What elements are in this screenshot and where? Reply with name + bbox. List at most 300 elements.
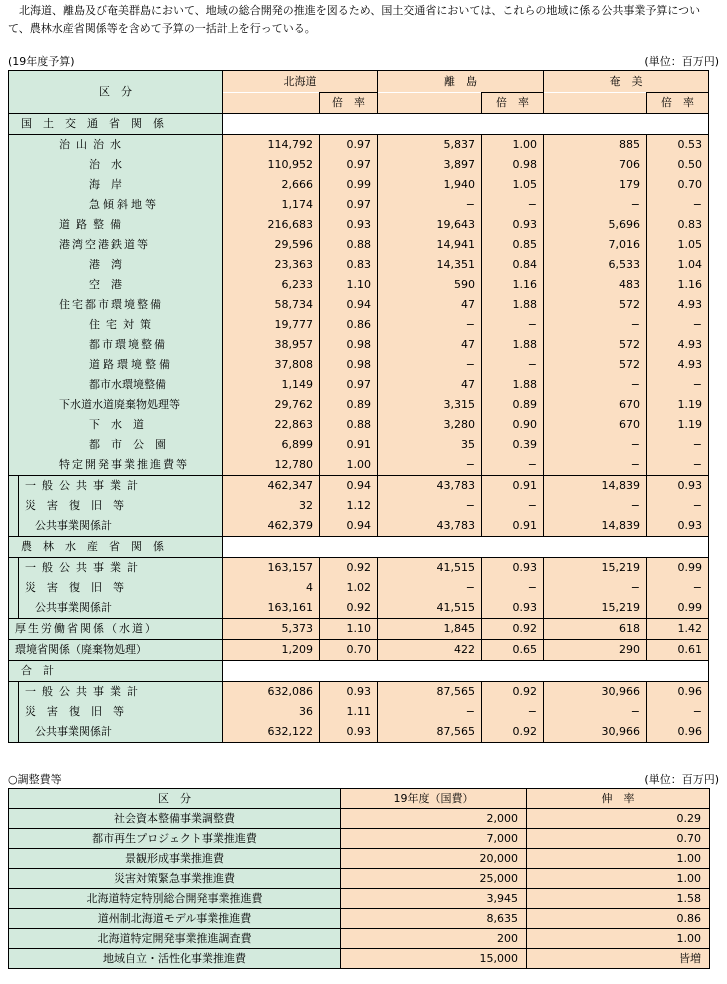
value-cell: 1.12: [320, 496, 378, 516]
value-cell: 462,347: [223, 476, 320, 497]
value-cell: 30,966: [544, 682, 647, 703]
value-cell: 632,086: [223, 682, 320, 703]
value-cell: 0.83: [320, 255, 378, 275]
row-label-cell: [9, 275, 223, 295]
row-indent-cell: [9, 702, 19, 722]
adjust-header-row: [9, 789, 710, 809]
table-row: [9, 598, 709, 619]
value-cell: 58,734: [223, 295, 320, 315]
value-cell: 22,863: [223, 415, 320, 435]
value-cell: 0.92: [320, 558, 378, 579]
table-row: [9, 722, 709, 743]
value-cell: 0.97: [320, 375, 378, 395]
value-cell: −: [378, 355, 482, 375]
table-row: [9, 195, 709, 215]
table-row: [9, 702, 709, 722]
row-label: 厚生労働省関係（水道）: [15, 622, 158, 635]
value-cell: 0.65: [482, 640, 544, 661]
value-cell: 1.11: [320, 702, 378, 722]
value-cell: −: [482, 578, 544, 598]
adjust-year: 200: [341, 929, 527, 949]
value-cell: −: [647, 375, 709, 395]
table-row: [9, 215, 709, 235]
table-row: [9, 435, 709, 455]
value-cell: 0.89: [320, 395, 378, 415]
value-cell: 572: [544, 335, 647, 355]
row-label-cell: [19, 476, 223, 497]
header-amami: 奄 美: [544, 71, 709, 93]
value-cell: 38,957: [223, 335, 320, 355]
value-cell: −: [378, 195, 482, 215]
table-row: [9, 175, 709, 195]
row-label-cell: [9, 175, 223, 195]
row-label: 港湾空港鉄道等: [59, 238, 150, 251]
row-label-cell: [9, 415, 223, 435]
adjust-rate: 皆増: [527, 949, 710, 969]
row-label-cell: [9, 395, 223, 415]
value-cell: 1.16: [482, 275, 544, 295]
row-label-cell: [19, 578, 223, 598]
value-cell: 1.19: [647, 395, 709, 415]
value-cell: 0.50: [647, 155, 709, 175]
value-cell: 0.96: [647, 682, 709, 703]
adjust-caption: ○調整費等: [8, 773, 62, 786]
value-cell: −: [482, 195, 544, 215]
value-cell: 4: [223, 578, 320, 598]
row-label-cell: [9, 195, 223, 215]
value-cell: 1.00: [482, 135, 544, 156]
value-cell: 0.88: [320, 415, 378, 435]
value-cell: 0.90: [482, 415, 544, 435]
row-indent-cell: [9, 578, 19, 598]
value-cell: −: [378, 455, 482, 476]
section-blank: [223, 661, 709, 682]
value-cell: 43,783: [378, 516, 482, 537]
row-label-cell: [9, 135, 223, 156]
value-cell: 0.94: [320, 516, 378, 537]
adjust-rate: 1.00: [527, 929, 710, 949]
row-label: 住宅都市環境整備: [59, 298, 163, 311]
value-cell: 37,808: [223, 355, 320, 375]
row-label: 一般公共事業計: [25, 561, 144, 574]
value-cell: −: [647, 315, 709, 335]
table-row: [9, 476, 709, 497]
value-cell: 422: [378, 640, 482, 661]
value-cell: −: [482, 315, 544, 335]
row-label: 治山治水: [59, 138, 127, 151]
row-label: 農林水産省関係: [21, 540, 175, 553]
row-label-cell: [19, 558, 223, 579]
value-cell: −: [544, 455, 647, 476]
value-cell: 32: [223, 496, 320, 516]
adjust-row: [9, 829, 710, 849]
adjust-label: 道州制北海道モデル事業推進費: [9, 909, 341, 929]
value-cell: 0.70: [647, 175, 709, 195]
section-blank: [223, 114, 709, 135]
table-row: [9, 537, 709, 558]
row-label-cell: [19, 516, 223, 537]
value-cell: 618: [544, 619, 647, 640]
adjust-row: [9, 909, 710, 929]
row-label: 都市公園: [89, 438, 177, 451]
adjust-label: 社会資本整備事業調整費: [9, 809, 341, 829]
value-cell: −: [544, 496, 647, 516]
adjust-label: 景観形成事業推進費: [9, 849, 341, 869]
row-label: 災害復旧等: [25, 581, 135, 594]
value-cell: 1.19: [647, 415, 709, 435]
row-label-cell: [9, 375, 223, 395]
value-cell: 0.88: [320, 235, 378, 255]
value-cell: −: [647, 455, 709, 476]
value-cell: 47: [378, 375, 482, 395]
row-label-cell: [19, 702, 223, 722]
row-label: 都市環境整備: [89, 338, 167, 351]
value-cell: 30,966: [544, 722, 647, 743]
value-cell: 0.97: [320, 195, 378, 215]
value-cell: 0.92: [320, 598, 378, 619]
value-cell: 670: [544, 395, 647, 415]
row-label-cell: [9, 640, 223, 661]
row-label: 道路環境整備: [89, 358, 173, 371]
value-cell: 0.93: [320, 682, 378, 703]
row-label: 治水: [89, 158, 133, 171]
row-label-cell: [19, 598, 223, 619]
table-row: [9, 578, 709, 598]
value-cell: 1,209: [223, 640, 320, 661]
value-cell: 590: [378, 275, 482, 295]
value-cell: 0.83: [647, 215, 709, 235]
section-label-cell: [9, 661, 223, 682]
row-label: 道路整備: [59, 218, 127, 231]
header-bairitsu-ritou: 倍 率: [482, 93, 544, 114]
value-cell: 4.93: [647, 355, 709, 375]
value-cell: 1,940: [378, 175, 482, 195]
table-row: [9, 295, 709, 315]
value-cell: 7,016: [544, 235, 647, 255]
value-cell: 0.91: [482, 516, 544, 537]
adjust-row: [9, 929, 710, 949]
value-cell: 29,762: [223, 395, 320, 415]
row-label: 空港: [89, 278, 133, 291]
adjust-row: [9, 849, 710, 869]
value-cell: 1,149: [223, 375, 320, 395]
value-cell: 1.00: [320, 455, 378, 476]
adjust-row: [9, 809, 710, 829]
value-cell: 0.89: [482, 395, 544, 415]
value-cell: 15,219: [544, 558, 647, 579]
value-cell: 0.93: [320, 215, 378, 235]
value-cell: 6,899: [223, 435, 320, 455]
row-label-cell: [9, 255, 223, 275]
value-cell: 0.96: [647, 722, 709, 743]
value-cell: 14,351: [378, 255, 482, 275]
value-cell: 14,941: [378, 235, 482, 255]
value-cell: 12,780: [223, 455, 320, 476]
value-cell: 47: [378, 295, 482, 315]
value-cell: 483: [544, 275, 647, 295]
adjust-rate: 0.86: [527, 909, 710, 929]
value-cell: 0.99: [320, 175, 378, 195]
header-hokkaido: 北海道: [223, 71, 378, 93]
value-cell: 29,596: [223, 235, 320, 255]
row-label-cell: [9, 335, 223, 355]
table-row: [9, 235, 709, 255]
row-label-cell: [9, 355, 223, 375]
row-label: 海岸: [89, 178, 133, 191]
row-label: 急傾斜地等: [89, 198, 159, 211]
value-cell: 5,373: [223, 619, 320, 640]
adjust-label: 災害対策緊急事業推進費: [9, 869, 341, 889]
adjust-header-year: 19年度（国費）: [341, 789, 527, 809]
row-label-cell: [9, 315, 223, 335]
value-cell: −: [544, 375, 647, 395]
value-cell: 0.99: [647, 558, 709, 579]
adjust-rate: 1.00: [527, 849, 710, 869]
adjust-table: [8, 788, 710, 969]
value-cell: −: [378, 315, 482, 335]
section-label-cell: [9, 537, 223, 558]
value-cell: 1.16: [647, 275, 709, 295]
row-label-cell: [9, 295, 223, 315]
section-label-cell: [9, 114, 223, 135]
value-cell: 14,839: [544, 516, 647, 537]
table-row: [9, 558, 709, 579]
value-cell: 0.85: [482, 235, 544, 255]
row-label: 下水道: [89, 418, 155, 431]
value-cell: 4.93: [647, 335, 709, 355]
adjust-rate: 0.29: [527, 809, 710, 829]
row-label: 合計: [21, 664, 65, 677]
value-cell: 43,783: [378, 476, 482, 497]
value-cell: −: [647, 496, 709, 516]
value-cell: 87,565: [378, 722, 482, 743]
value-cell: 35: [378, 435, 482, 455]
row-label-cell: [19, 722, 223, 743]
value-cell: 1.05: [482, 175, 544, 195]
value-cell: 0.70: [320, 640, 378, 661]
value-cell: 1.88: [482, 335, 544, 355]
table-row: [9, 135, 709, 156]
row-label: 環境省関係（廃棄物処理）: [15, 643, 147, 656]
value-cell: 0.97: [320, 135, 378, 156]
adjust-header-kubun: 区 分: [9, 789, 341, 809]
row-label: 国土交通省関係: [21, 117, 175, 130]
value-cell: 41,515: [378, 558, 482, 579]
value-cell: 1.05: [647, 235, 709, 255]
value-cell: −: [544, 435, 647, 455]
row-indent-cell: [9, 682, 19, 703]
adjust-header-rate: 伸 率: [527, 789, 710, 809]
value-cell: 6,233: [223, 275, 320, 295]
value-cell: 1.88: [482, 295, 544, 315]
value-cell: −: [544, 702, 647, 722]
value-cell: 0.91: [320, 435, 378, 455]
adjust-row: [9, 869, 710, 889]
value-cell: 885: [544, 135, 647, 156]
adjust-rate: 0.70: [527, 829, 710, 849]
row-label-cell: [9, 435, 223, 455]
section-blank: [223, 537, 709, 558]
row-indent-cell: [9, 516, 19, 537]
table-row: [9, 335, 709, 355]
row-label: 下水道水道廃棄物処理等: [59, 398, 180, 411]
value-cell: 0.91: [482, 476, 544, 497]
value-cell: 110,952: [223, 155, 320, 175]
value-cell: 3,280: [378, 415, 482, 435]
value-cell: −: [647, 702, 709, 722]
value-cell: 3,315: [378, 395, 482, 415]
row-label: 一般公共事業計: [25, 685, 144, 698]
row-label-cell: [19, 682, 223, 703]
value-cell: 36: [223, 702, 320, 722]
value-cell: 0.92: [482, 682, 544, 703]
value-cell: 1.10: [320, 619, 378, 640]
value-cell: 0.93: [482, 558, 544, 579]
table-row: [9, 355, 709, 375]
row-indent-cell: [9, 558, 19, 579]
row-label: 住宅対策: [89, 318, 157, 331]
table-row: [9, 619, 709, 640]
value-cell: 0.93: [647, 476, 709, 497]
value-cell: −: [544, 315, 647, 335]
value-cell: 4.93: [647, 295, 709, 315]
value-cell: 0.97: [320, 155, 378, 175]
row-label: 災害復旧等: [25, 499, 135, 512]
value-cell: −: [482, 702, 544, 722]
table-row: [9, 682, 709, 703]
adjust-year: 8,635: [341, 909, 527, 929]
intro-paragraph: 北海道、離島及び奄美群島において、地域の総合開発の推進を図るため、国土交通省においては、これらの地域に係る公共事業予算について、農林水産省関係等を含めて予算の一括計上を行っている。: [8, 4, 701, 35]
value-cell: 706: [544, 155, 647, 175]
value-cell: 87,565: [378, 682, 482, 703]
value-cell: 1.88: [482, 375, 544, 395]
value-cell: 0.99: [647, 598, 709, 619]
value-cell: 19,643: [378, 215, 482, 235]
value-cell: 1.04: [647, 255, 709, 275]
table-row: [9, 640, 709, 661]
table-row: [9, 375, 709, 395]
value-cell: −: [378, 578, 482, 598]
budget-caption: (19年度予算): [8, 55, 75, 68]
value-cell: 15,219: [544, 598, 647, 619]
table-row: [9, 516, 709, 537]
table-row: [9, 155, 709, 175]
value-cell: 0.92: [482, 619, 544, 640]
adjust-rate: 1.58: [527, 889, 710, 909]
value-cell: 47: [378, 335, 482, 355]
header-row-1: [9, 71, 709, 93]
table-row: [9, 415, 709, 435]
adjust-rate: 1.00: [527, 869, 710, 889]
value-cell: 1.02: [320, 578, 378, 598]
adjust-year: 15,000: [341, 949, 527, 969]
value-cell: 0.93: [482, 215, 544, 235]
row-label-cell: [9, 455, 223, 476]
value-cell: 3,897: [378, 155, 482, 175]
value-cell: 0.61: [647, 640, 709, 661]
value-cell: 572: [544, 295, 647, 315]
table-row: [9, 455, 709, 476]
table-row: [9, 114, 709, 135]
header-kubun: 区 分: [9, 71, 223, 114]
value-cell: 0.53: [647, 135, 709, 156]
header-ritou: 離 島: [378, 71, 544, 93]
row-label-cell: [9, 215, 223, 235]
row-indent-cell: [9, 496, 19, 516]
value-cell: 1.10: [320, 275, 378, 295]
value-cell: 0.94: [320, 295, 378, 315]
row-label-cell: [9, 235, 223, 255]
row-indent-cell: [9, 722, 19, 743]
value-cell: −: [482, 496, 544, 516]
value-cell: 163,157: [223, 558, 320, 579]
value-cell: −: [482, 455, 544, 476]
value-cell: 0.86: [320, 315, 378, 335]
value-cell: −: [647, 578, 709, 598]
value-cell: 0.84: [482, 255, 544, 275]
value-cell: −: [482, 355, 544, 375]
adjust-year: 20,000: [341, 849, 527, 869]
value-cell: 462,379: [223, 516, 320, 537]
value-cell: 0.39: [482, 435, 544, 455]
value-cell: −: [647, 195, 709, 215]
value-cell: 1,845: [378, 619, 482, 640]
table-row: [9, 496, 709, 516]
row-label: 公共事業関係計: [35, 519, 112, 532]
adjust-year: 3,945: [341, 889, 527, 909]
value-cell: 290: [544, 640, 647, 661]
row-label-cell: [9, 155, 223, 175]
row-label: 公共事業関係計: [35, 725, 112, 738]
row-label: 都市水環境整備: [89, 378, 166, 391]
adjust-year: 2,000: [341, 809, 527, 829]
value-cell: 0.93: [320, 722, 378, 743]
row-label: 港湾: [89, 258, 133, 271]
value-cell: 2,666: [223, 175, 320, 195]
adjust-label: 北海道特定特別総合開発事業推進費: [9, 889, 341, 909]
adjust-year: 25,000: [341, 869, 527, 889]
value-cell: 6,533: [544, 255, 647, 275]
value-cell: 41,515: [378, 598, 482, 619]
value-cell: 216,683: [223, 215, 320, 235]
value-cell: 0.94: [320, 476, 378, 497]
value-cell: 14,839: [544, 476, 647, 497]
value-cell: 23,363: [223, 255, 320, 275]
value-cell: −: [544, 195, 647, 215]
value-cell: 670: [544, 415, 647, 435]
value-cell: 19,777: [223, 315, 320, 335]
adjust-row: [9, 889, 710, 909]
adjust-label: 地域自立・活性化事業推進費: [9, 949, 341, 969]
table-row: [9, 395, 709, 415]
value-cell: 0.98: [320, 335, 378, 355]
value-cell: 0.93: [482, 598, 544, 619]
value-cell: 632,122: [223, 722, 320, 743]
adjust-unit: (単位：百万円): [644, 773, 719, 786]
table-row: [9, 315, 709, 335]
budget-unit: (単位：百万円): [644, 55, 719, 68]
row-label-cell: [9, 619, 223, 640]
header-bairitsu-amami: 倍 率: [647, 93, 709, 114]
value-cell: 0.93: [647, 516, 709, 537]
budget-table: [8, 70, 709, 743]
value-cell: 0.98: [320, 355, 378, 375]
adjust-row: [9, 949, 710, 969]
adjust-label: 都市再生プロジェクト事業推進費: [9, 829, 341, 849]
row-indent-cell: [9, 598, 19, 619]
value-cell: 179: [544, 175, 647, 195]
value-cell: 5,696: [544, 215, 647, 235]
